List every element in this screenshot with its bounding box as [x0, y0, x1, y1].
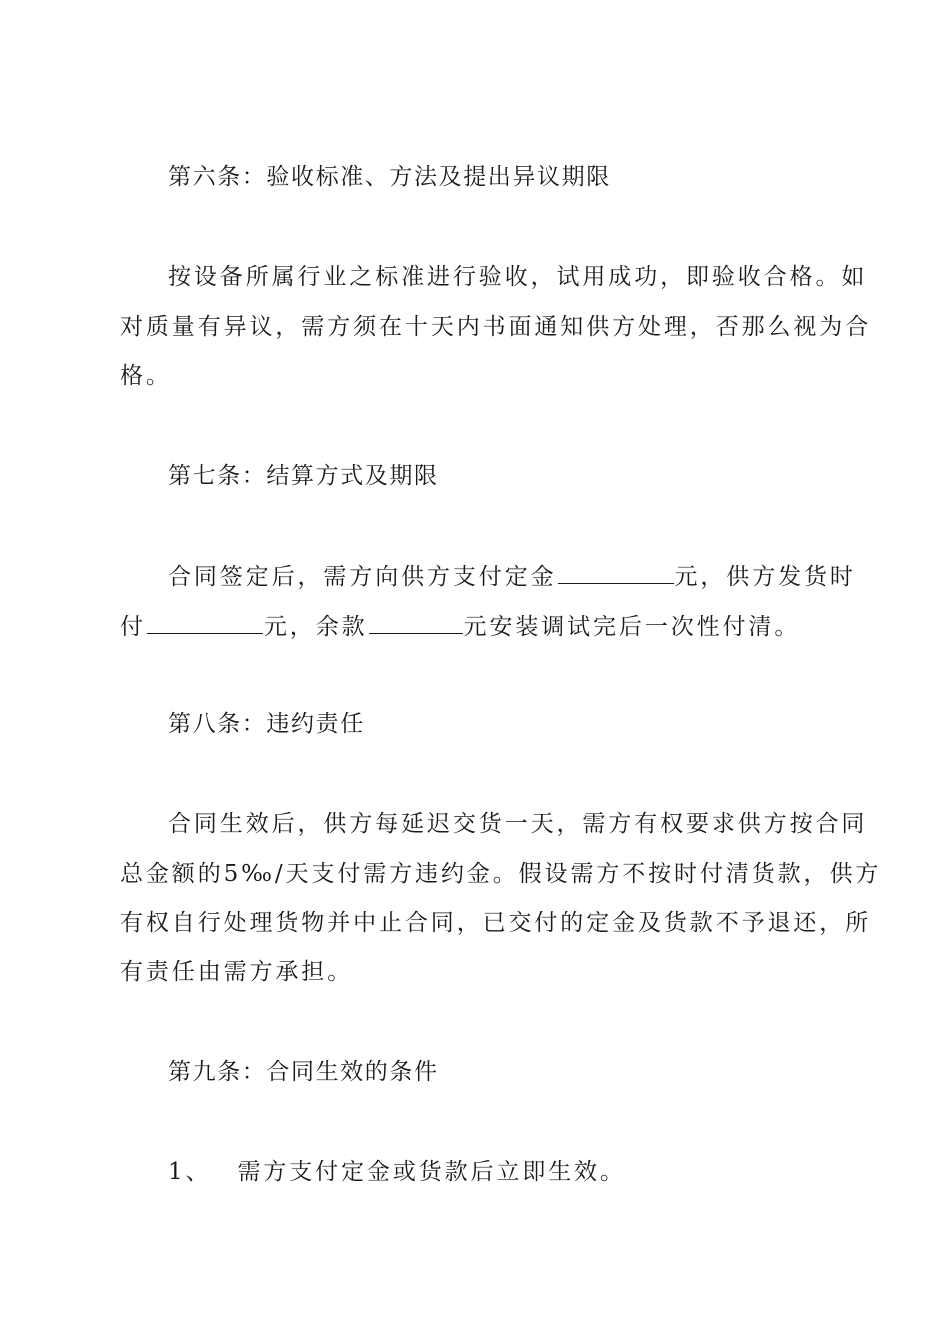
- article-7-text: 元安装调试完后一次性付清。: [463, 614, 801, 640]
- article-8-paragraph-line: 总金额的5‰/天支付需方违约金。假设需方不按时付清货款，供方: [120, 861, 882, 887]
- article-6-paragraph-line: 格。: [120, 363, 172, 389]
- article-7-heading: 第七条：结算方式及期限: [168, 463, 439, 489]
- article-8-heading: 第八条：违约责任: [168, 711, 365, 737]
- article-7-paragraph-line-1: [168, 561, 856, 592]
- article-9-heading: 第九条：合同生效的条件: [168, 1059, 439, 1085]
- article-8-paragraph-line: 合同生效后，供方每延迟交货一天，需方有权要求供方按合同: [168, 811, 868, 837]
- article-7-paragraph-line-2: [120, 611, 800, 642]
- article-7-text: 元，供方发货时: [674, 564, 856, 590]
- article-7-text: 元，余款: [263, 614, 368, 640]
- article-6-paragraph-line: 按设备所属行业之标准进行验收，试用成功，即验收合格。如: [168, 264, 868, 290]
- deposit-amount-blank[interactable]: [558, 561, 674, 584]
- article-6-paragraph-line: 对质量有异议，需方须在十天内书面通知供方处理，否那么视为合: [120, 314, 872, 340]
- list-item-number: 1、: [168, 1159, 212, 1185]
- shipment-payment-blank[interactable]: [147, 611, 263, 634]
- article-9-list-item: [168, 1157, 626, 1187]
- article-7-text: 付: [120, 614, 146, 640]
- balance-amount-blank[interactable]: [369, 611, 463, 634]
- article-7-text: 合同签定后，需方向供方支付定金: [168, 564, 557, 590]
- list-item-text: 需方支付定金或货款后立即生效。: [237, 1159, 626, 1185]
- article-6-heading: 第六条：验收标准、方法及提出异议期限: [168, 164, 611, 190]
- article-8-paragraph-line: 有责任由需方承担。: [120, 959, 354, 985]
- article-8-paragraph-line: 有权自行处理货物并中止合同，已交付的定金及货款不予退还，所: [120, 910, 872, 936]
